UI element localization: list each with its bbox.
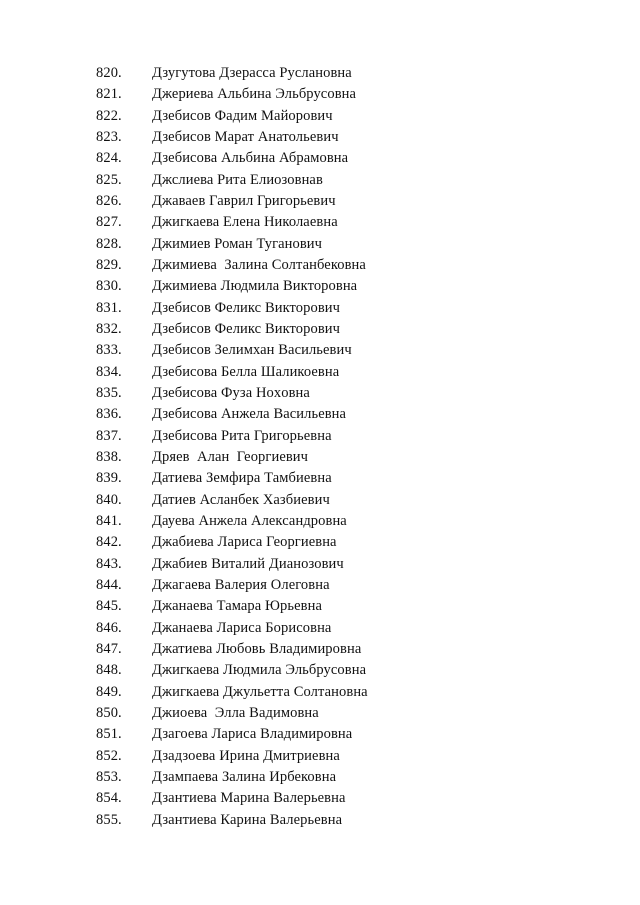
list-item [0,746,640,767]
list-item [0,404,640,425]
entry-name: Дауева Анжела Александровна [152,513,347,530]
entry-name: Дряев Алан Георгиевич [152,449,309,466]
entry-name: Джслиева Рита Елиозовнав [152,171,323,188]
entry-name: Дзампаева Залина Ирбековна [152,768,337,785]
list-item [0,511,640,532]
list-item [0,170,640,191]
entry-name: Джатиева Любовь Владимировна [152,641,362,658]
entry-number: 833. [96,342,122,359]
entry-number: 842. [96,534,122,551]
entry-name: Джабиева Лариса Георгиевна [152,534,337,551]
entry-name: Дзебисов Феликс Викторович [152,299,341,316]
entry-number: 827. [96,214,122,231]
entry-name: Джиоева Элла Вадимовна [152,705,319,721]
entry-number: 855. [96,811,122,828]
entry-number: 826. [96,193,122,210]
entry-name: Джигкаева Елена Николаевна [152,214,338,231]
list-item [0,447,640,468]
entry-number: 838. [96,449,122,466]
list-item [0,554,640,575]
entry-number: 843. [96,555,122,572]
entry-name: Джагаева Валерия Олеговна [152,577,330,594]
entry-number: 849. [96,683,122,700]
list-item [0,703,640,724]
entry-name: Джигкаева Людмила Эльбрусовна [152,662,367,679]
list-item [0,767,640,788]
entry-name: Дзебисова Альбина Абрамовна [152,150,349,167]
list-item [0,426,640,447]
entry-number: 822. [96,107,122,124]
list-item [0,490,640,511]
entry-name: Джанаева Тамара Юрьевна [152,598,322,615]
entry-number: 834. [96,363,122,380]
entry-number: 847. [96,641,122,658]
entry-name: Дзебисова Фуза Нoхoвна [152,385,310,402]
list-item [0,234,640,255]
entry-number: 821. [96,86,122,103]
entry-name: Датиева Земфира Тамбиевна [152,470,332,487]
list-item [0,319,640,340]
entry-number: 832. [96,321,122,338]
entry-name: Джимиев Роман Туганович [152,235,323,252]
name-list [0,63,640,831]
entry-number: 823. [96,129,122,146]
list-item [0,298,640,319]
entry-number: 828. [96,235,122,252]
entry-number: 825. [96,171,122,188]
entry-number: 848. [96,662,122,679]
entry-number: 830. [96,278,122,295]
list-item [0,148,640,169]
entry-name: Джанаева Лариса Борисовна [152,619,332,636]
entry-number: 835. [96,385,122,402]
list-item [0,84,640,105]
entry-name: Дзебисов Фадим Майорович [152,107,333,124]
entry-number: 831. [96,299,122,316]
list-item [0,788,640,809]
entry-number: 854. [96,790,122,807]
list-item [0,468,640,489]
entry-name: Джимиева Людмила Викторовна [152,278,358,295]
list-item [0,276,640,297]
entry-number: 839. [96,470,122,487]
list-item [0,212,640,233]
list-item [0,63,640,84]
entry-name: Дзантиева Марина Валерьевна [152,790,346,807]
entry-name: Дзебисова Рита Григорьевна [152,427,332,444]
entry-name: Джаваев Гаврил Григорьевич [152,193,336,210]
entry-name: Джабиев Виталий Дианозович [152,555,344,572]
entry-name: Джигкаева Джульетта Солтановна [152,683,368,700]
entry-number: 837. [96,427,122,444]
entry-name: Дзебисов Марат Анатольевич [152,129,339,146]
list-item [0,191,640,212]
list-item [0,639,640,660]
entry-number: 850. [96,705,122,721]
list-item [0,724,640,745]
entry-number: 845. [96,598,122,615]
entry-number: 824. [96,150,122,167]
entry-name: Датиев Асланбек Хазбиевич [152,491,330,508]
list-item [0,106,640,127]
list-item [0,682,640,703]
list-item [0,127,640,148]
entry-number: 844. [96,577,122,594]
entry-number: 820. [96,65,122,82]
entry-name: Дзебисова Анжела Васильевна [152,406,347,423]
entry-name: Джериева Альбина Эльбрусовна [152,86,357,103]
list-item [0,532,640,553]
entry-name: Дзебисова Белла Шаликоевна [152,363,340,380]
list-item [0,255,640,276]
list-item [0,362,640,383]
entry-number: 829. [96,257,122,274]
list-item [0,660,640,681]
entry-name: Дзугутова Дзерасса Руслановна [152,65,352,82]
entry-name: Дзантиева Карина Валерьевна [152,811,343,828]
entry-number: 852. [96,747,122,764]
entry-number: 853. [96,768,122,785]
list-item [0,383,640,404]
entry-number: 846. [96,619,122,636]
entry-number: 836. [96,406,122,423]
list-item [0,596,640,617]
entry-name: Дзагоева Лариса Владимировна [152,726,353,743]
list-item [0,618,640,639]
entry-name: Дзебисов Феликс Викторович [152,321,341,338]
list-item [0,809,640,830]
list-item [0,575,640,596]
entry-name: Джимиева Залина Солтанбековна [152,257,366,274]
entry-name: Дзадзоева Ирина Дмитриевна [152,747,340,764]
entry-number: 841. [96,513,122,530]
entry-number: 840. [96,491,122,508]
entry-name: Дзебисов Зелимхан Васильевич [152,342,352,359]
list-item [0,340,640,361]
entry-number: 851. [96,726,122,743]
